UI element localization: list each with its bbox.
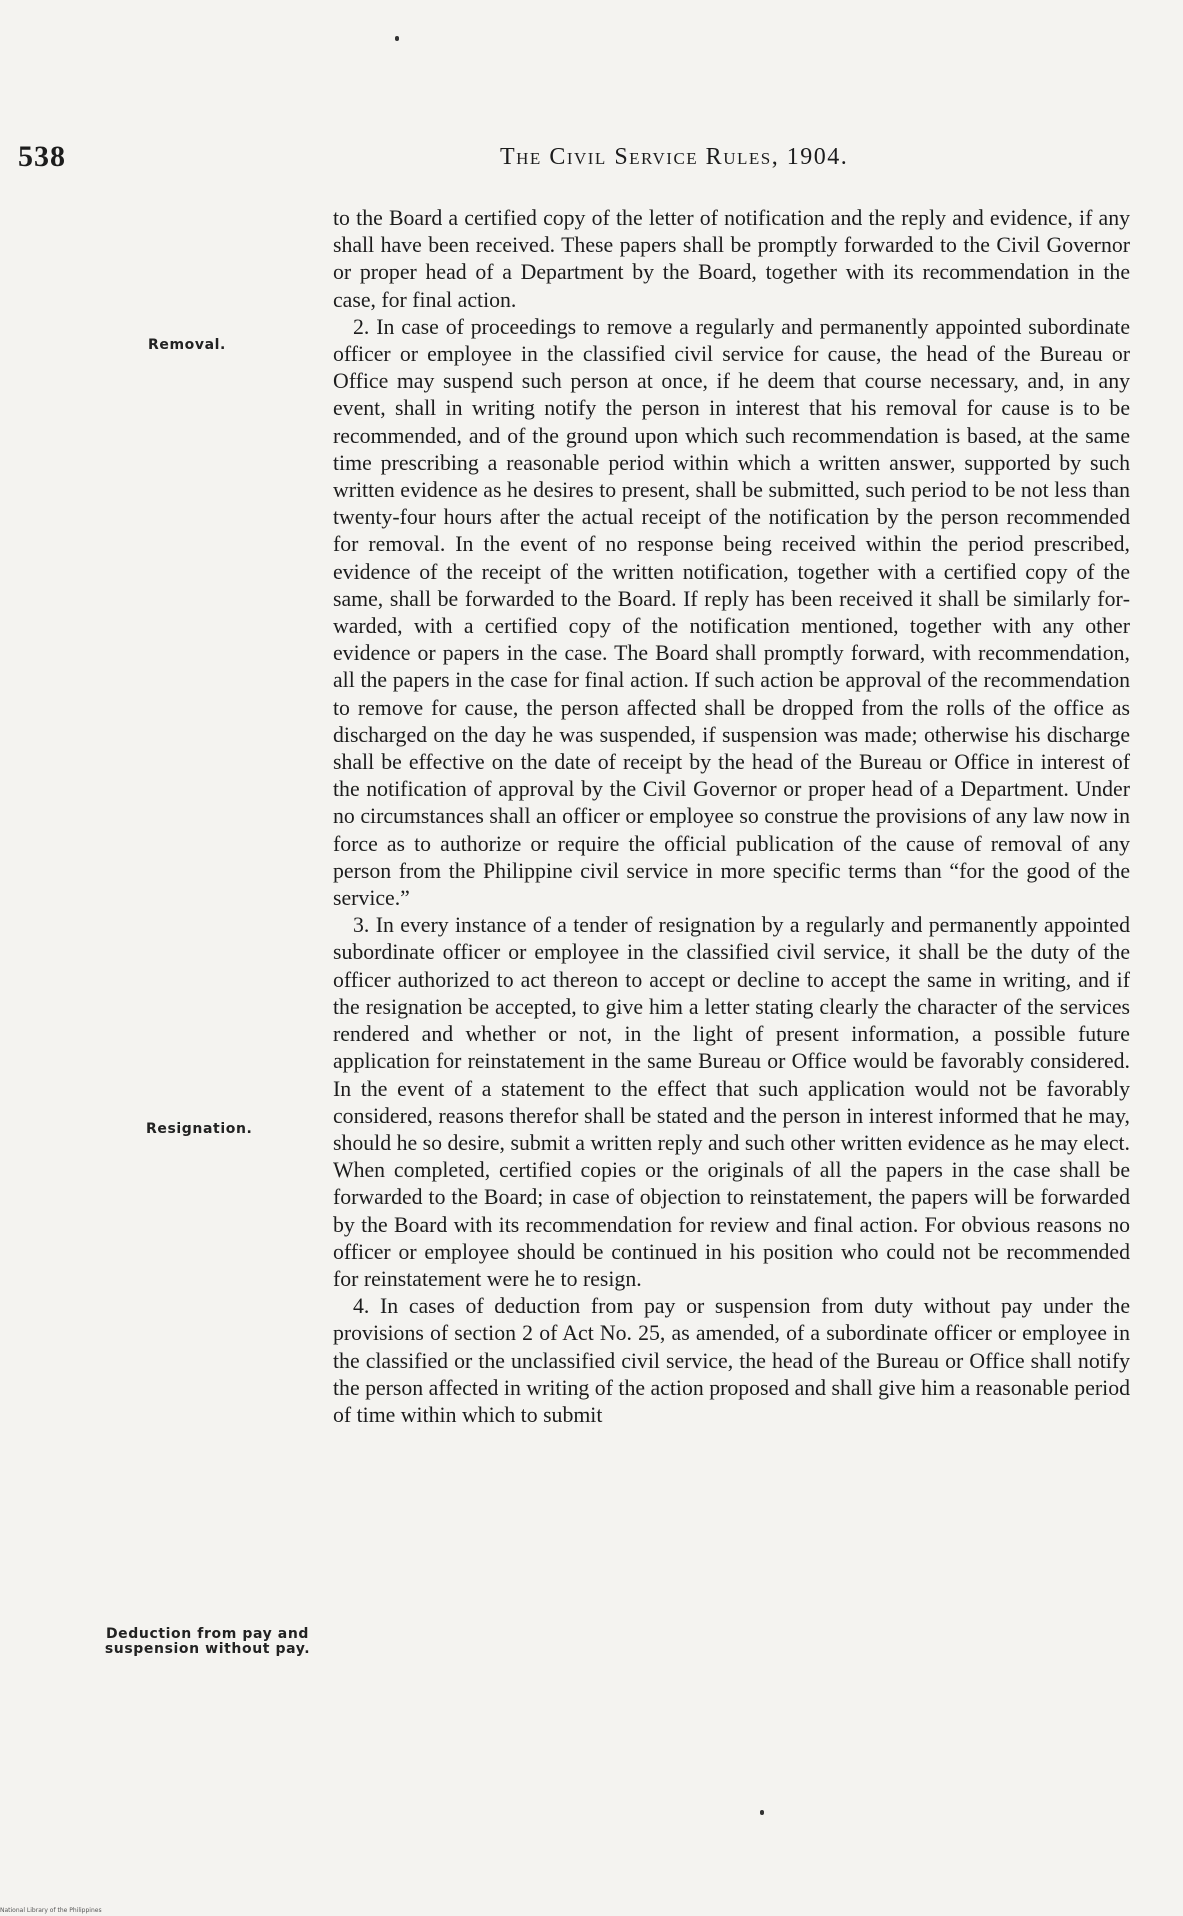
paragraph-continuation: to the Board a certified copy of the letter of notification and the reply and evidence, if any shall have been received. These papers shall be promptly forwarded to the Civil Governor or proper head of a Department by the Board, together with its recommendation in the case, for final action. — [333, 206, 1130, 312]
paragraph-resignation: 3. In every instance of a tender of resignation by a regularly and permanently appointed subordinate officer or employee in the classified civil service, it shall be the duty of the officer authorized to act thereon to accept or decline to accept the same in writing, and if the resignation be accepted, to give him a letter stating clearly the character of the services rendered and whether or not, in the light of present information, a possible future application for reinstatement in the same Bureau or Office would be favorably considered. In the event of a statement to the effect that such application would not be favorably considered, reasons therefor shall be stated and the person in interest informed that he may, should he so desire, submit a written reply and such other written evidence as he may elect. When completed, certified copies or the originals of all the papers in the case shall be forwarded to the Board; in case of objection to reinstatement, the papers will be forwarded by the Board with its recommendation for review and final action. For obvious reasons no officer or employee should be continued in his position who could not be recommended for reinstatement were he to resign. — [333, 913, 1130, 1291]
margin-note-deduction: Deduction from pay and suspension without pay. — [104, 1626, 311, 1657]
paragraph-removal: 2. In case of proceedings to remove a regularly and permanently appointed subordinate officer or employee in the classified civil service for cause, the head of the Bureau or Office may suspend such person at once, if he deem that course necessary, and, in any event, shall in writing notify the person in interest that his removal for cause is to be recommended, and of the ground upon which such recommendation is based, at the same time prescribing a reasonable period within which a written answer, supported by such written evidence as he desires to present, shall be submitted, such period to be not less than twenty-four hours after the actual receipt of the notification by the person recommended for removal. In the event of no response being received within the period prescribed, evidence of the receipt of the written notification, together with a certified copy of the same, shall be forwarded to the Board. If reply has been received it shall be similarly forwarded, with a certified copy of the notification mentioned, together with any other evidence or papers in the case. The Board shall promptly forward, with recommendation, all the papers in the case for final action. If such action be approval of the recommendation to remove for cause, the person affected shall be dropped from the rolls of the office as discharged on the day he was suspended, if suspension was made; otherwise his discharge shall be effective on the date of receipt by the head of the Bureau or Office in interest of the notification of approval by the Civil Governor or proper head of a Department. Under no circumstances shall an officer or employee so construe the provisions of any law now in force as to authorize or require the official publication of the cause of removal of any person from the Philippine civil service in more specific terms than “for the good of the service.” — [333, 314, 1130, 911]
running-head: The Civil Service Rules, 1904. — [500, 144, 849, 170]
paragraph-deduction: 4. In cases of deduction from pay or suspension from duty without pay under the provisions of section 2 of Act No. 25, as amended, of a subordinate officer or employee in the classified or the unclassified civil service, the head of the Bureau or Office shall notify the person affected in writing of the action proposed and shall give him a reasonable period of time within which to submit — [333, 1294, 1130, 1427]
scan-speck — [395, 36, 399, 41]
footer-credit: National Library of the Philippines — [0, 1907, 102, 1914]
page-number: 538 — [18, 140, 66, 173]
scan-speck — [760, 1810, 764, 1815]
body-text — [333, 205, 1130, 1429]
margin-note-removal: Removal. — [148, 337, 226, 353]
margin-note-resignation: Resignation. — [146, 1121, 253, 1137]
